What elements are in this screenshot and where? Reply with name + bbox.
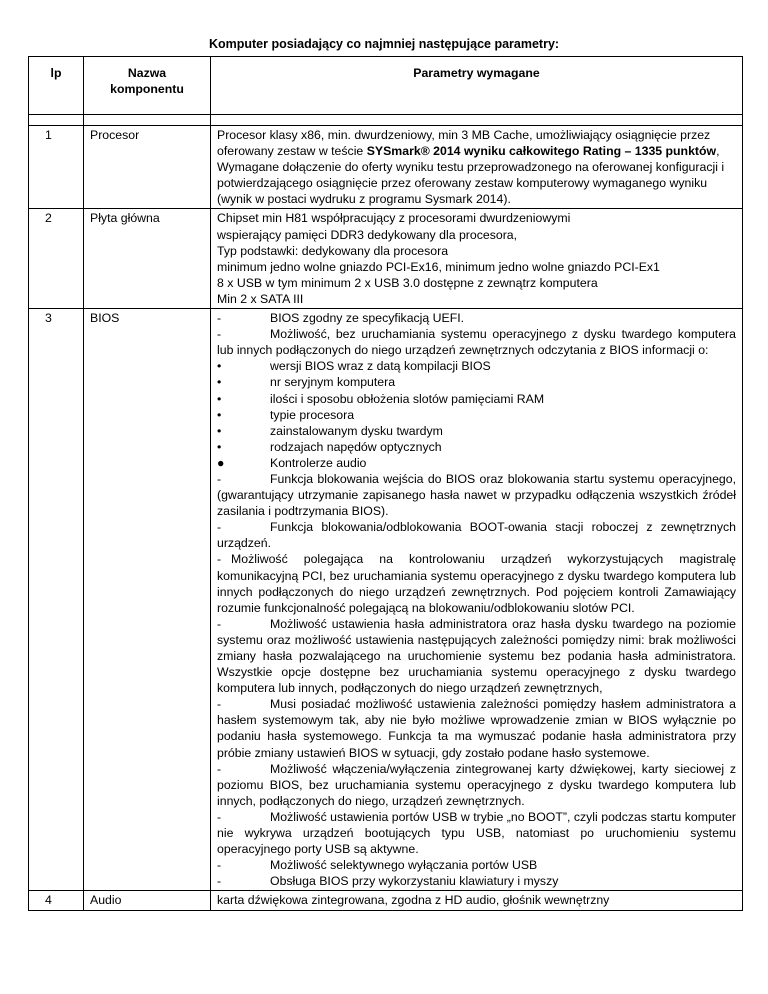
table-header-row <box>29 57 743 115</box>
param-text: Musi posiadać możliwość ustawienia zależności pomiędzy hasłem administratora a hasłem systemowym tak, aby nie było możliwe wprowadzenie zmian w BIOS wyłącznie po podaniu hasła systemowego. Funkcja ta ma wymuszać podanie hasła administratora przy próbie zmiany ustawień BIOS w sytuacji, gdy zostało podane hasło systemowe. <box>217 697 736 760</box>
row-lp: 1 <box>29 126 84 209</box>
dash-marker: - <box>217 858 222 873</box>
table-row <box>29 309 743 891</box>
header-lp: lp <box>29 57 84 115</box>
row-component: Procesor <box>84 126 211 209</box>
param-item <box>217 809 736 857</box>
dash-marker: - <box>217 311 222 326</box>
table-spacer-row <box>29 115 743 126</box>
param-text: Obsługa BIOS przy wykorzystaniu klawiatury i myszy <box>270 874 559 889</box>
param-text: BIOS zgodny ze specyfikacją UEFI. <box>270 311 465 326</box>
row-lp: 3 <box>29 309 84 891</box>
param-text: Funkcja blokowania wejścia do BIOS oraz blokowania startu systemu operacyjnego, (gwarantujący utrzymanie zapisanego hasła nawet w przypadku odłączenia wszystkich źródeł zasilania i podtrzymania BIOS). <box>217 471 736 519</box>
bullet-marker: • <box>217 423 222 438</box>
spacer-cell <box>84 115 211 126</box>
param-item <box>217 519 736 551</box>
row-lp: 2 <box>29 209 84 309</box>
dash-marker: - <box>217 809 222 824</box>
param-text: ilości i sposobu obłożenia slotów pamięciami RAM <box>270 391 545 406</box>
dash-marker: - <box>217 552 222 567</box>
header-component-name: Nazwa komponentu <box>84 57 211 115</box>
row-parameters: karta dźwiękowa zintegrowana, zgodna z HD audio, głośnik wewnętrzny <box>211 891 743 910</box>
param-text: Kontrolerze audio <box>270 455 367 470</box>
dash-marker: - <box>217 874 222 889</box>
bullet-item <box>217 407 736 423</box>
param-item <box>217 310 736 326</box>
param-text: Możliwość selektywnego wyłączania portów USB <box>270 858 538 873</box>
param-line: Typ podstawki: dedykowany dla procesora <box>217 243 449 258</box>
param-item <box>217 551 736 615</box>
dash-marker: - <box>217 616 222 631</box>
param-text: Możliwość, bez uruchamiania systemu operacyjnego z dysku twardego komputera lub innych podłączonych do niego urządzeń zewnętrznych odczytania z BIOS informacji o: <box>217 327 736 358</box>
dash-marker: - <box>217 520 222 535</box>
spec-table <box>28 56 743 911</box>
bullet-marker: • <box>217 359 222 374</box>
row-component: Płyta główna <box>84 209 211 309</box>
param-item <box>217 471 736 519</box>
bullet-marker: ● <box>217 455 225 470</box>
table-row <box>29 891 743 910</box>
spacer-cell <box>211 115 743 126</box>
row-parameters <box>211 126 743 209</box>
param-line: wspierający pamięci DDR3 dedykowany dla procesora, <box>217 227 518 242</box>
param-item <box>217 857 736 873</box>
param-line: minimum jedno wolne gniazdo PCI-Ex16, minimum jedno wolne gniazdo PCI-Ex1 <box>217 259 660 274</box>
header-parameters: Parametry wymagane <box>211 57 743 115</box>
dash-marker: - <box>217 697 222 712</box>
bullet-marker: • <box>217 391 222 406</box>
bullet-marker: • <box>217 375 222 390</box>
param-line: Chipset min H81 współpracujący z procesorami dwurdzeniowymi <box>217 211 571 226</box>
row-parameters <box>211 309 743 891</box>
row-lp: 4 <box>29 891 84 910</box>
bullet-marker: • <box>217 407 222 422</box>
bullet-item <box>217 439 736 455</box>
param-text-bold: SYSmark® 2014 wyniku całkowitego Rating – 1335 punktów <box>366 144 717 159</box>
row-parameters <box>211 209 743 309</box>
bullet-item <box>217 358 736 374</box>
table-row <box>29 126 743 209</box>
param-item <box>217 326 736 358</box>
param-text: typie procesora <box>270 407 355 422</box>
param-line: 8 x USB w tym minimum 2 x USB 3.0 dostępne z zewnątrz komputera <box>217 275 598 290</box>
bullet-item <box>217 374 736 390</box>
document-title: Komputer posiadający co najmniej następujące parametry: <box>208 37 560 51</box>
bullet-marker: • <box>217 439 222 454</box>
dash-marker: - <box>217 327 222 342</box>
bullet-item <box>217 391 736 407</box>
param-item <box>217 696 736 760</box>
param-text: zainstalowanym dysku twardym <box>270 423 443 438</box>
param-text: rodzajach napędów optycznych <box>270 439 442 454</box>
bullet-item <box>217 455 736 471</box>
param-item <box>217 616 736 696</box>
dash-marker: - <box>217 471 222 486</box>
spacer-cell <box>29 115 84 126</box>
param-text: Możliwość polegająca na kontrolowaniu urządzeń wykorzystujących magistralę komunikacyjną PCI, bez uruchamiania systemu operacyjnego z dysku twardego komputera lub innych podłączonych do niego urządzeń zewnętrznych. Pod pojęciem kontroli Zamawiający rozumie funkcjonalność polegającą na blokowaniu/odblokowaniu slotów PCI. <box>217 552 736 615</box>
param-text: Funkcja blokowania/odblokowania BOOT-owania stacji roboczej z zewnętrznych urządzeń. <box>217 520 736 551</box>
row-component: Audio <box>84 891 211 910</box>
param-item <box>217 873 736 889</box>
param-text: Procesor klasy x86, min. dwurdzeniowy, min 3 MB Cache, umożliwiający osiągnięcie przez oferowany zestaw w teście <box>217 128 711 159</box>
row-component: BIOS <box>84 309 211 891</box>
param-text: Możliwość ustawienia hasła administratora oraz hasła dysku twardego na poziomie systemu oraz możliwość ustawienia następujących zależności pomiędzy nimi: brak możliwości zmiany hasła pozwalającego na uruchomienie systemu bez podania hasła administratora. Wszystkie opcje dostępne bez uruchamiania systemu operacyjnego z dysku twardego komputera lub innych, podłączonych do niego urządzeń zewnętrznych, <box>217 616 736 696</box>
param-text: nr seryjnym komputera <box>270 375 396 390</box>
table-row <box>29 209 743 309</box>
bullet-item <box>217 423 736 439</box>
param-text: , Wymagane dołączenie do oferty wyniku testu przeprowadzonego na oferowanej konfiguracji i potwierdzającego osiągnięcie przez oferowany zestaw komputerowy wymaganego wyniku (wynik w postaci wydruku z programu Sysmark 2014). <box>217 144 725 207</box>
dash-marker: - <box>217 761 222 776</box>
param-text: Możliwość ustawienia portów USB w trybie „no BOOT”, czyli podczas startu komputer nie wykrywa urządzeń bootujących typu USB, natomiast po uruchomieniu systemu operacyjnego porty USB są aktywne. <box>217 809 736 857</box>
param-item <box>217 761 736 809</box>
param-text: Możliwość włączenia/wyłączenia zintegrowanej karty dźwiękowej, karty sieciowej z poziomu BIOS, bez uruchamiania systemu operacyjnego z dysku twardego komputera lub innych, podłączonych do niego, urządzeń zewnętrznych. <box>217 761 736 808</box>
param-text: wersji BIOS wraz z datą kompilacji BIOS <box>270 359 491 374</box>
param-line: Min 2 x SATA III <box>217 291 304 306</box>
